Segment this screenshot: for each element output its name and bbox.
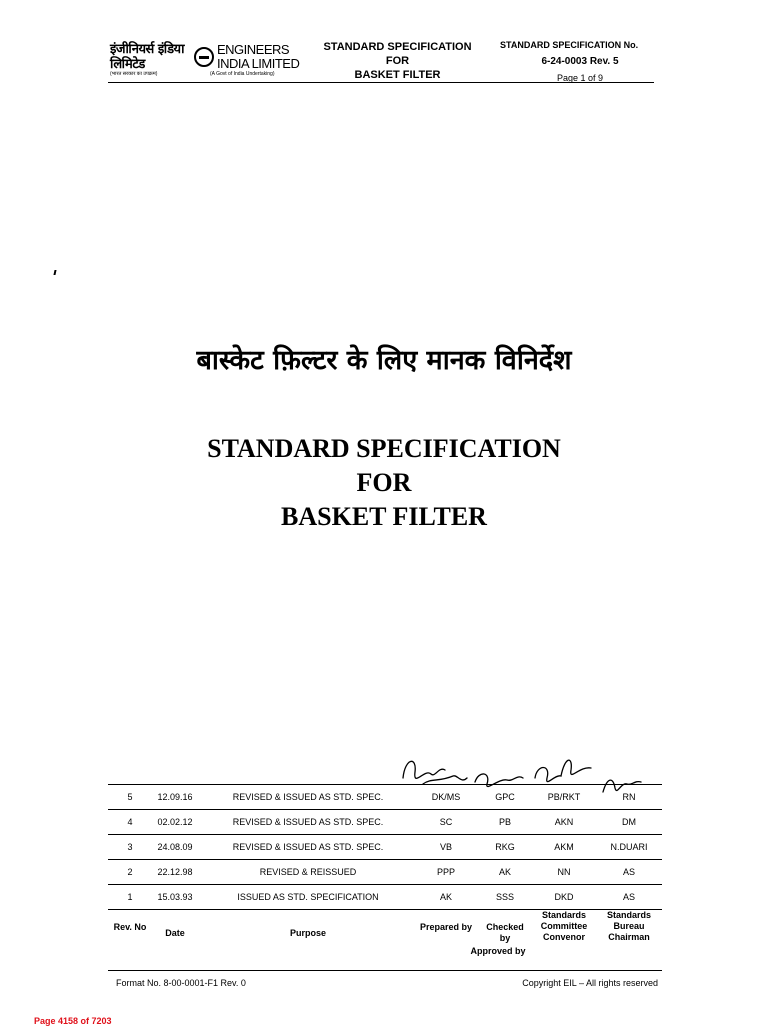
company-logo — [110, 40, 300, 80]
spec-number-label: STANDARD SPECIFICATION No. — [500, 40, 639, 50]
convenor-cell: NN — [557, 867, 571, 877]
purpose-cell: REVISED & REISSUED — [259, 867, 357, 877]
checked-cell: GPC — [495, 792, 515, 802]
logo-english-text: ENGINEERS INDIA LIMITED — [217, 42, 300, 71]
header-purpose: Purpose — [289, 928, 326, 938]
footer-divider — [108, 970, 662, 971]
table-row — [108, 835, 662, 860]
rev-cell: 1 — [127, 892, 133, 902]
prepared-cell: VB — [439, 842, 452, 852]
date-cell: 12.09.16 — [157, 792, 193, 802]
table-row — [108, 810, 662, 835]
rev-cell: 2 — [127, 867, 133, 877]
purpose-cell: REVISED & ISSUED AS STD. SPEC. — [232, 842, 384, 852]
date-cell: 24.08.09 — [157, 842, 193, 852]
chairman-cell: RN — [622, 792, 636, 802]
date-cell: 02.02.12 — [157, 817, 193, 827]
header-date: Date — [165, 928, 185, 938]
convenor-cell: PB/RKT — [547, 792, 581, 802]
header-prepared: Prepared by — [419, 922, 473, 932]
revision-table — [108, 784, 662, 950]
page-indicator: Page 1 of 9 — [556, 73, 604, 83]
purpose-cell: REVISED & ISSUED AS STD. SPEC. — [232, 817, 384, 827]
document-title: STANDARD SPECIFICATION FOR BASKET FILTER — [207, 434, 561, 531]
header-convenor: Standards Committee Convenor — [540, 910, 588, 942]
signature-convenor — [535, 760, 591, 781]
table-row — [108, 860, 662, 885]
rev-cell: 4 — [127, 817, 133, 827]
date-cell: 15.03.93 — [157, 892, 193, 902]
header-chairman: Standards Bureau Chairman — [606, 910, 651, 942]
prepared-cell: DK/MS — [431, 792, 461, 802]
header-checked: Checked by — [486, 922, 524, 943]
chairman-cell: DM — [622, 817, 636, 827]
convenor-cell: AKM — [554, 842, 574, 852]
hindi-title: बास्केट फ़िल्टर के लिए मानक विनिर्देश — [196, 345, 572, 376]
approved-by-label: Approved by — [470, 946, 526, 956]
checked-cell: AK — [498, 867, 511, 877]
prepared-cell: SC — [439, 817, 453, 827]
header-title: STANDARD SPECIFICATION FOR BASKET FILTER — [323, 41, 472, 81]
eil-emblem-icon — [194, 47, 214, 67]
purpose-cell: ISSUED AS STD. SPECIFICATION — [237, 892, 379, 902]
format-number: Format No. 8-00-0001-F1 Rev. 0 — [116, 978, 246, 988]
copyright-notice: Copyright EIL – All rights reserved — [522, 978, 658, 988]
convenor-cell: AKN — [554, 817, 574, 827]
checked-cell: SSS — [495, 892, 514, 902]
table-header-row — [108, 910, 662, 950]
chairman-cell: N.DUARI — [610, 842, 648, 852]
chairman-cell: AS — [622, 867, 635, 877]
convenor-cell: DKD — [554, 892, 574, 902]
table-row — [108, 784, 662, 810]
rev-cell: 3 — [127, 842, 133, 852]
prepared-cell: AK — [439, 892, 452, 902]
header-rev: Rev. No — [113, 922, 147, 932]
logo-sub-english: (A Govt of India Undertaking) — [210, 71, 275, 77]
table-row — [108, 885, 662, 910]
date-cell: 22.12.98 — [157, 867, 193, 877]
header-divider — [108, 82, 654, 83]
chairman-cell: AS — [622, 892, 635, 902]
checked-cell: RKG — [495, 842, 515, 852]
spec-number: 6-24-0003 Rev. 5 — [541, 56, 619, 67]
page-count: Page 4158 of 7203 — [34, 1016, 112, 1026]
rev-cell: 5 — [127, 792, 133, 802]
prepared-cell: PPP — [436, 867, 455, 877]
signature-prepared — [403, 761, 467, 784]
checked-cell: PB — [498, 817, 511, 827]
stray-mark — [53, 270, 56, 275]
logo-hindi-text: इंजीनियर्स इंडिया लिमिटेड — [110, 42, 184, 72]
logo-sub-hindi: (भारत सरकार का उपक्रम) — [110, 71, 158, 77]
purpose-cell: REVISED & ISSUED AS STD. SPEC. — [232, 792, 384, 802]
